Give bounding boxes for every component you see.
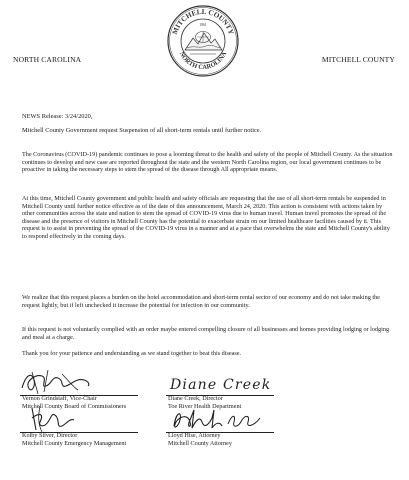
signatory-name: Kolby Silver, Director (22, 432, 78, 439)
handwritten-signature (18, 366, 94, 398)
seal-top-text: MITCHELL COUNTY (170, 7, 236, 36)
seal-year: 1861 (199, 23, 207, 27)
handwritten-signature (26, 404, 78, 434)
signature-script-text: Diane Creek (170, 377, 272, 393)
signature-block (168, 432, 232, 447)
county-label: MITCHELL COUNTY (321, 55, 395, 64)
release-date: NEWS Release: 3/24/2020, (22, 113, 93, 120)
state-label: NORTH CAROLINA (13, 55, 82, 64)
signatory-title: Mitchell County Emergency Management (22, 439, 127, 447)
signatory-title: Toe River Health Department (168, 402, 242, 410)
signatory-name: Vernon Grindstaff, Vice-Chair (22, 395, 97, 402)
county-seal-logo (166, 4, 240, 78)
body-paragraph: We realize that this request places a burden on the hotel accommodation and short-term rental sector of our economy and do not take making the request lightly, but if left unchecked it increase the potential for infection in our community. (22, 294, 380, 309)
handwritten-signature (166, 372, 276, 396)
handwritten-signature (168, 406, 268, 434)
signatory-name: Lloyd Hise, Attorney (168, 432, 221, 439)
signature-block (22, 432, 126, 447)
signatory-title: Mitchell County Attorney (168, 439, 232, 447)
body-paragraph: The Coronavirus (COVID-19) pandemic continues to pose a looming threat to the health and safety of the people of Mitchell County. As the situation continues to develop and new case are reported throughout the state and the western North Carolina region, our local government continues to be proactive in taking the necessary steps to stem the spread of the disease through All appropriate means. (22, 151, 393, 174)
signatory-title: Mitchell County Board of Commissioners (22, 402, 127, 410)
signatory-name: Diane Creek, Director (168, 395, 223, 402)
body-paragraph: If this request is not voluntarily complied with an order maybe entered compelling closure of all businesses and homes providing lodging or lodging and meal at a charge. (22, 326, 390, 341)
svg-text:NORTH CAROLINA (178, 50, 229, 71)
body-paragraph: At this time, Mitchell County government and public health and safety officials are requesting that the use of all short-term rentals be suspended in Mitchell County until further notice effective as of the date of this announcement, March 24, 2020. This action is consistent with actions taken by other communities across the state and nation to stem the spread of COVID-19 virus due to human travel. Human travel promotes the spread of the disease and the presence of visitors in Mitchell County has the potential to exacerbate strain on our limited healthcare facilities caused by it. This request is to assist in preventing the spread of the COVID-19 virus in a manner and at a pace that overwhelms the state and Mitchell County's ability to respond effectively in the coming days. (22, 195, 390, 240)
closing-line: Thank you for your patience and understanding as we stand together to beat this disease. (22, 350, 242, 357)
release-subject: Mitchell County Government request Suspension of all short-term rentals until further notice. (22, 127, 262, 134)
seal-bottom-text: NORTH CAROLINA (177, 50, 229, 72)
